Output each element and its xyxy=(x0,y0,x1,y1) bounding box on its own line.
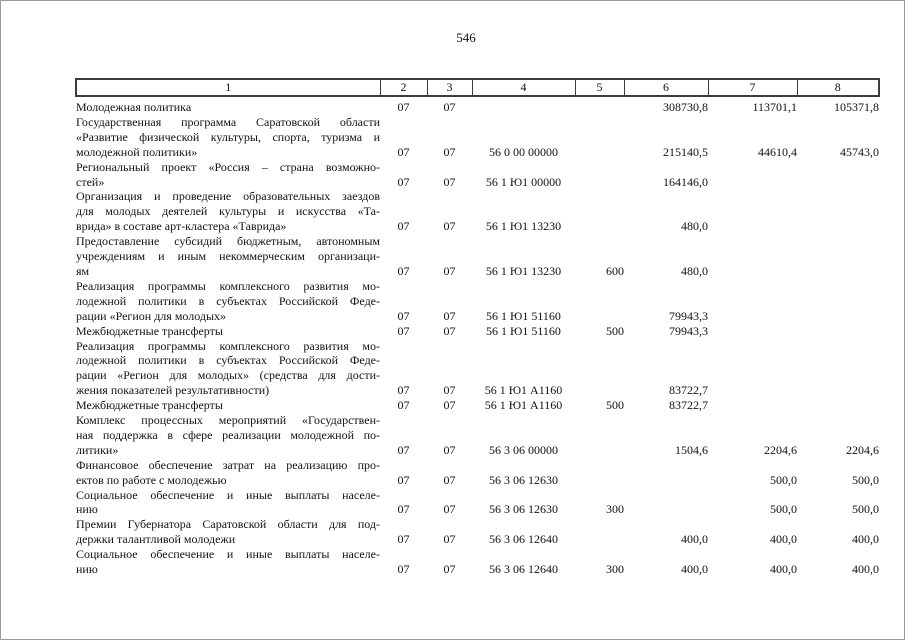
row-title-cell xyxy=(76,234,380,279)
table-body xyxy=(76,96,879,577)
cell-amount-year3 xyxy=(797,339,879,399)
row-title-line: Премии Губернатора Саратовской области для под- xyxy=(76,517,380,532)
table-row xyxy=(76,398,879,413)
cell-target-article: 56 1 Ю1 А1160 xyxy=(484,398,563,413)
row-title-line: Межбюджетные трансферты xyxy=(76,398,223,413)
cell-expense-type xyxy=(575,279,624,324)
column-header: 5 xyxy=(575,79,624,96)
cell-razdel: 07 xyxy=(397,442,410,457)
cell-amount-year1: 83722,7 xyxy=(669,398,708,413)
table-row xyxy=(76,547,879,577)
table-row xyxy=(76,339,879,399)
row-title-cell xyxy=(76,398,380,413)
row-title-line: лодежной политики в субъектах Российской Феде- xyxy=(76,353,380,368)
cell-amount-year3 xyxy=(797,234,879,279)
row-title-line: нию xyxy=(76,502,98,517)
row-title-line: Межбюджетные трансферты xyxy=(76,323,223,338)
row-title-line: Социальное обеспечение и иные выплаты населе- xyxy=(76,547,380,562)
row-title-line: рации «Регион для молодых» (средства для дости- xyxy=(76,368,380,383)
cell-podrazdel: 07 xyxy=(443,100,456,114)
cell-amount-year1 xyxy=(624,488,708,518)
row-title-line: лодежной политики в субъектах Российской Феде- xyxy=(76,293,380,308)
cell-amount-year1: 480,0 xyxy=(681,219,708,234)
row-title-line: для молодых деятелей культуры и искусства «Та- xyxy=(76,204,380,219)
table-header-row xyxy=(76,79,879,96)
column-header: 4 xyxy=(472,79,575,96)
row-title-line: Реализация программы комплексного развития мо- xyxy=(76,338,380,353)
table-row xyxy=(76,115,879,160)
cell-amount-year3: 45743,0 xyxy=(840,144,879,159)
cell-expense-type: 500 xyxy=(606,323,624,338)
row-title-line: Предоставление субсидий бюджетным, автономным xyxy=(76,234,380,249)
cell-amount-year1: 164146,0 xyxy=(663,174,708,189)
cell-podrazdel: 07 xyxy=(443,174,456,189)
row-title-line: жения показателей результативности) xyxy=(76,383,270,398)
row-title-line: Организация и проведение образовательных заездов xyxy=(76,189,380,204)
cell-podrazdel: 07 xyxy=(443,308,456,323)
row-title-cell xyxy=(76,324,380,339)
row-title-line: литики» xyxy=(76,442,119,457)
cell-target-article: 56 3 06 12640 xyxy=(489,562,558,577)
row-title-line: Комплекс процессных мероприятий «Государствен- xyxy=(76,413,380,428)
table-row xyxy=(76,458,879,488)
cell-razdel: 07 xyxy=(397,219,410,234)
row-title-cell xyxy=(76,547,380,577)
row-title-line: Региональный проект «Россия – страна возможно- xyxy=(76,159,380,174)
cell-razdel: 07 xyxy=(397,323,410,338)
cell-amount-year1: 79943,3 xyxy=(669,323,708,338)
cell-amount-year2: 500,0 xyxy=(770,502,797,517)
cell-razdel: 07 xyxy=(397,398,410,413)
cell-podrazdel: 07 xyxy=(443,472,456,487)
row-title-line: Реализация программы комплексного развития мо- xyxy=(76,278,380,293)
cell-amount-year1: 79943,3 xyxy=(669,308,708,323)
table-row xyxy=(76,324,879,339)
cell-razdel: 07 xyxy=(397,174,410,189)
cell-amount-year3 xyxy=(797,160,879,190)
cell-razdel: 07 xyxy=(397,562,410,577)
cell-amount-year1: 480,0 xyxy=(681,263,708,278)
cell-amount-year3 xyxy=(797,279,879,324)
cell-target-article: 56 1 Ю1 13230 xyxy=(485,263,562,278)
cell-target-article: 56 3 06 12630 xyxy=(489,472,558,487)
cell-amount-year1: 308730,8 xyxy=(663,100,708,114)
cell-razdel: 07 xyxy=(397,472,410,487)
cell-expense-type: 600 xyxy=(606,263,624,278)
table-row xyxy=(76,189,879,234)
row-title-line: нию xyxy=(76,562,98,577)
row-title-line: держки талантливой молодежи xyxy=(76,532,236,547)
cell-amount-year1 xyxy=(624,458,708,488)
row-title-line: ям xyxy=(76,263,90,278)
table-row xyxy=(76,96,879,115)
row-title-line: Финансовое обеспечение затрат на реализацию про- xyxy=(76,457,380,472)
cell-razdel: 07 xyxy=(397,308,410,323)
row-title-line: ная поддержка в сфере реализации молодежной по- xyxy=(76,427,380,442)
cell-podrazdel: 07 xyxy=(443,144,456,159)
cell-expense-type xyxy=(575,517,624,547)
cell-amount-year3: 400,0 xyxy=(852,562,879,577)
row-title-line: ектов по работе с молодежью xyxy=(76,472,227,487)
cell-amount-year1: 215140,5 xyxy=(663,144,708,159)
cell-amount-year2 xyxy=(708,189,797,234)
budget-table xyxy=(75,78,880,577)
row-title-cell xyxy=(76,96,380,115)
cell-amount-year2: 500,0 xyxy=(770,472,797,487)
row-title-line: учреждениям и иным некоммерческим организаци- xyxy=(76,249,380,264)
cell-expense-type: 500 xyxy=(606,398,624,413)
row-title-cell xyxy=(76,413,380,458)
cell-amount-year2: 400,0 xyxy=(770,562,797,577)
cell-podrazdel: 07 xyxy=(443,323,456,338)
row-title-cell xyxy=(76,517,380,547)
cell-expense-type xyxy=(575,458,624,488)
row-title-line: молодежной политики» xyxy=(76,144,198,159)
cell-amount-year3: 500,0 xyxy=(852,502,879,517)
cell-podrazdel: 07 xyxy=(443,219,456,234)
page-number: 546 xyxy=(456,30,476,45)
cell-expense-type: 300 xyxy=(606,562,624,577)
cell-amount-year2 xyxy=(708,234,797,279)
cell-target-article: 56 3 06 12640 xyxy=(489,532,558,547)
cell-target-article: 56 0 00 00000 xyxy=(489,144,558,159)
cell-amount-year2: 400,0 xyxy=(770,532,797,547)
cell-amount-year1: 83722,7 xyxy=(669,383,708,398)
cell-podrazdel: 07 xyxy=(443,562,456,577)
row-title-line: Социальное обеспечение и иные выплаты населе- xyxy=(76,487,380,502)
cell-razdel: 07 xyxy=(397,383,410,398)
cell-amount-year3: 105371,8 xyxy=(834,100,879,114)
table-row xyxy=(76,279,879,324)
cell-podrazdel: 07 xyxy=(443,263,456,278)
row-title-cell xyxy=(76,115,380,160)
row-title-cell xyxy=(76,279,380,324)
cell-podrazdel: 07 xyxy=(443,383,456,398)
row-title-cell xyxy=(76,488,380,518)
cell-amount-year1: 400,0 xyxy=(681,562,708,577)
cell-amount-year3: 500,0 xyxy=(852,472,879,487)
cell-razdel: 07 xyxy=(397,263,410,278)
cell-expense-type xyxy=(575,115,624,160)
cell-amount-year2 xyxy=(708,398,797,413)
cell-razdel: 07 xyxy=(397,100,410,114)
column-header: 1 xyxy=(76,79,380,96)
cell-target-article: 56 1 Ю1 А1160 xyxy=(484,383,563,398)
cell-expense-type xyxy=(575,189,624,234)
row-title-cell xyxy=(76,458,380,488)
cell-amount-year2 xyxy=(708,324,797,339)
table-header xyxy=(76,79,879,96)
cell-amount-year2 xyxy=(708,160,797,190)
cell-amount-year2 xyxy=(708,339,797,399)
cell-target-article: 56 1 Ю1 51160 xyxy=(486,308,561,323)
cell-amount-year3: 400,0 xyxy=(852,532,879,547)
cell-podrazdel: 07 xyxy=(443,398,456,413)
column-header: 8 xyxy=(797,79,879,96)
table-row xyxy=(76,160,879,190)
cell-target-article: 56 1 Ю1 00000 xyxy=(485,174,562,189)
cell-podrazdel: 07 xyxy=(443,442,456,457)
cell-expense-type: 300 xyxy=(606,502,624,517)
row-title-line: Государственная программа Саратовской области xyxy=(76,114,380,129)
row-title-line: врида» в составе арт-кластера «Таврида» xyxy=(76,219,287,234)
cell-amount-year3 xyxy=(797,324,879,339)
cell-expense-type xyxy=(575,160,624,190)
table-row xyxy=(76,517,879,547)
table-row xyxy=(76,234,879,279)
cell-amount-year3 xyxy=(797,189,879,234)
cell-amount-year1: 400,0 xyxy=(681,532,708,547)
row-title-line: «Развитие физической культуры, спорта, туризма и xyxy=(76,129,380,144)
row-title-cell xyxy=(76,339,380,399)
cell-podrazdel: 07 xyxy=(443,532,456,547)
cell-amount-year1: 1504,6 xyxy=(675,442,708,457)
cell-amount-year3 xyxy=(797,398,879,413)
cell-amount-year3: 2204,6 xyxy=(846,442,879,457)
cell-target-article: 56 3 06 00000 xyxy=(489,442,558,457)
column-header: 3 xyxy=(427,79,472,96)
cell-razdel: 07 xyxy=(397,502,410,517)
cell-razdel: 07 xyxy=(397,144,410,159)
cell-amount-year2: 44610,4 xyxy=(758,144,797,159)
cell-amount-year2: 113701,1 xyxy=(752,100,797,114)
cell-podrazdel: 07 xyxy=(443,502,456,517)
cell-expense-type xyxy=(575,413,624,458)
row-title-cell xyxy=(76,189,380,234)
cell-expense-type xyxy=(575,96,624,115)
column-header: 2 xyxy=(380,79,427,96)
row-title-line: рации «Регион для молодых» xyxy=(76,308,227,323)
cell-target-article: 56 1 Ю1 13230 xyxy=(485,219,562,234)
table-row xyxy=(76,413,879,458)
row-title-line: стей» xyxy=(76,174,105,189)
cell-expense-type xyxy=(575,339,624,399)
cell-amount-year2 xyxy=(708,279,797,324)
cell-razdel: 07 xyxy=(397,532,410,547)
cell-amount-year2: 2204,6 xyxy=(764,442,797,457)
cell-target-article: 56 1 Ю1 51160 xyxy=(486,323,561,338)
cell-target-article xyxy=(472,96,575,115)
row-title-cell xyxy=(76,160,380,190)
column-header: 7 xyxy=(708,79,797,96)
cell-target-article: 56 3 06 12630 xyxy=(489,502,558,517)
table-row xyxy=(76,488,879,518)
row-title-line: Молодежная политика xyxy=(76,100,192,114)
column-header: 6 xyxy=(624,79,708,96)
